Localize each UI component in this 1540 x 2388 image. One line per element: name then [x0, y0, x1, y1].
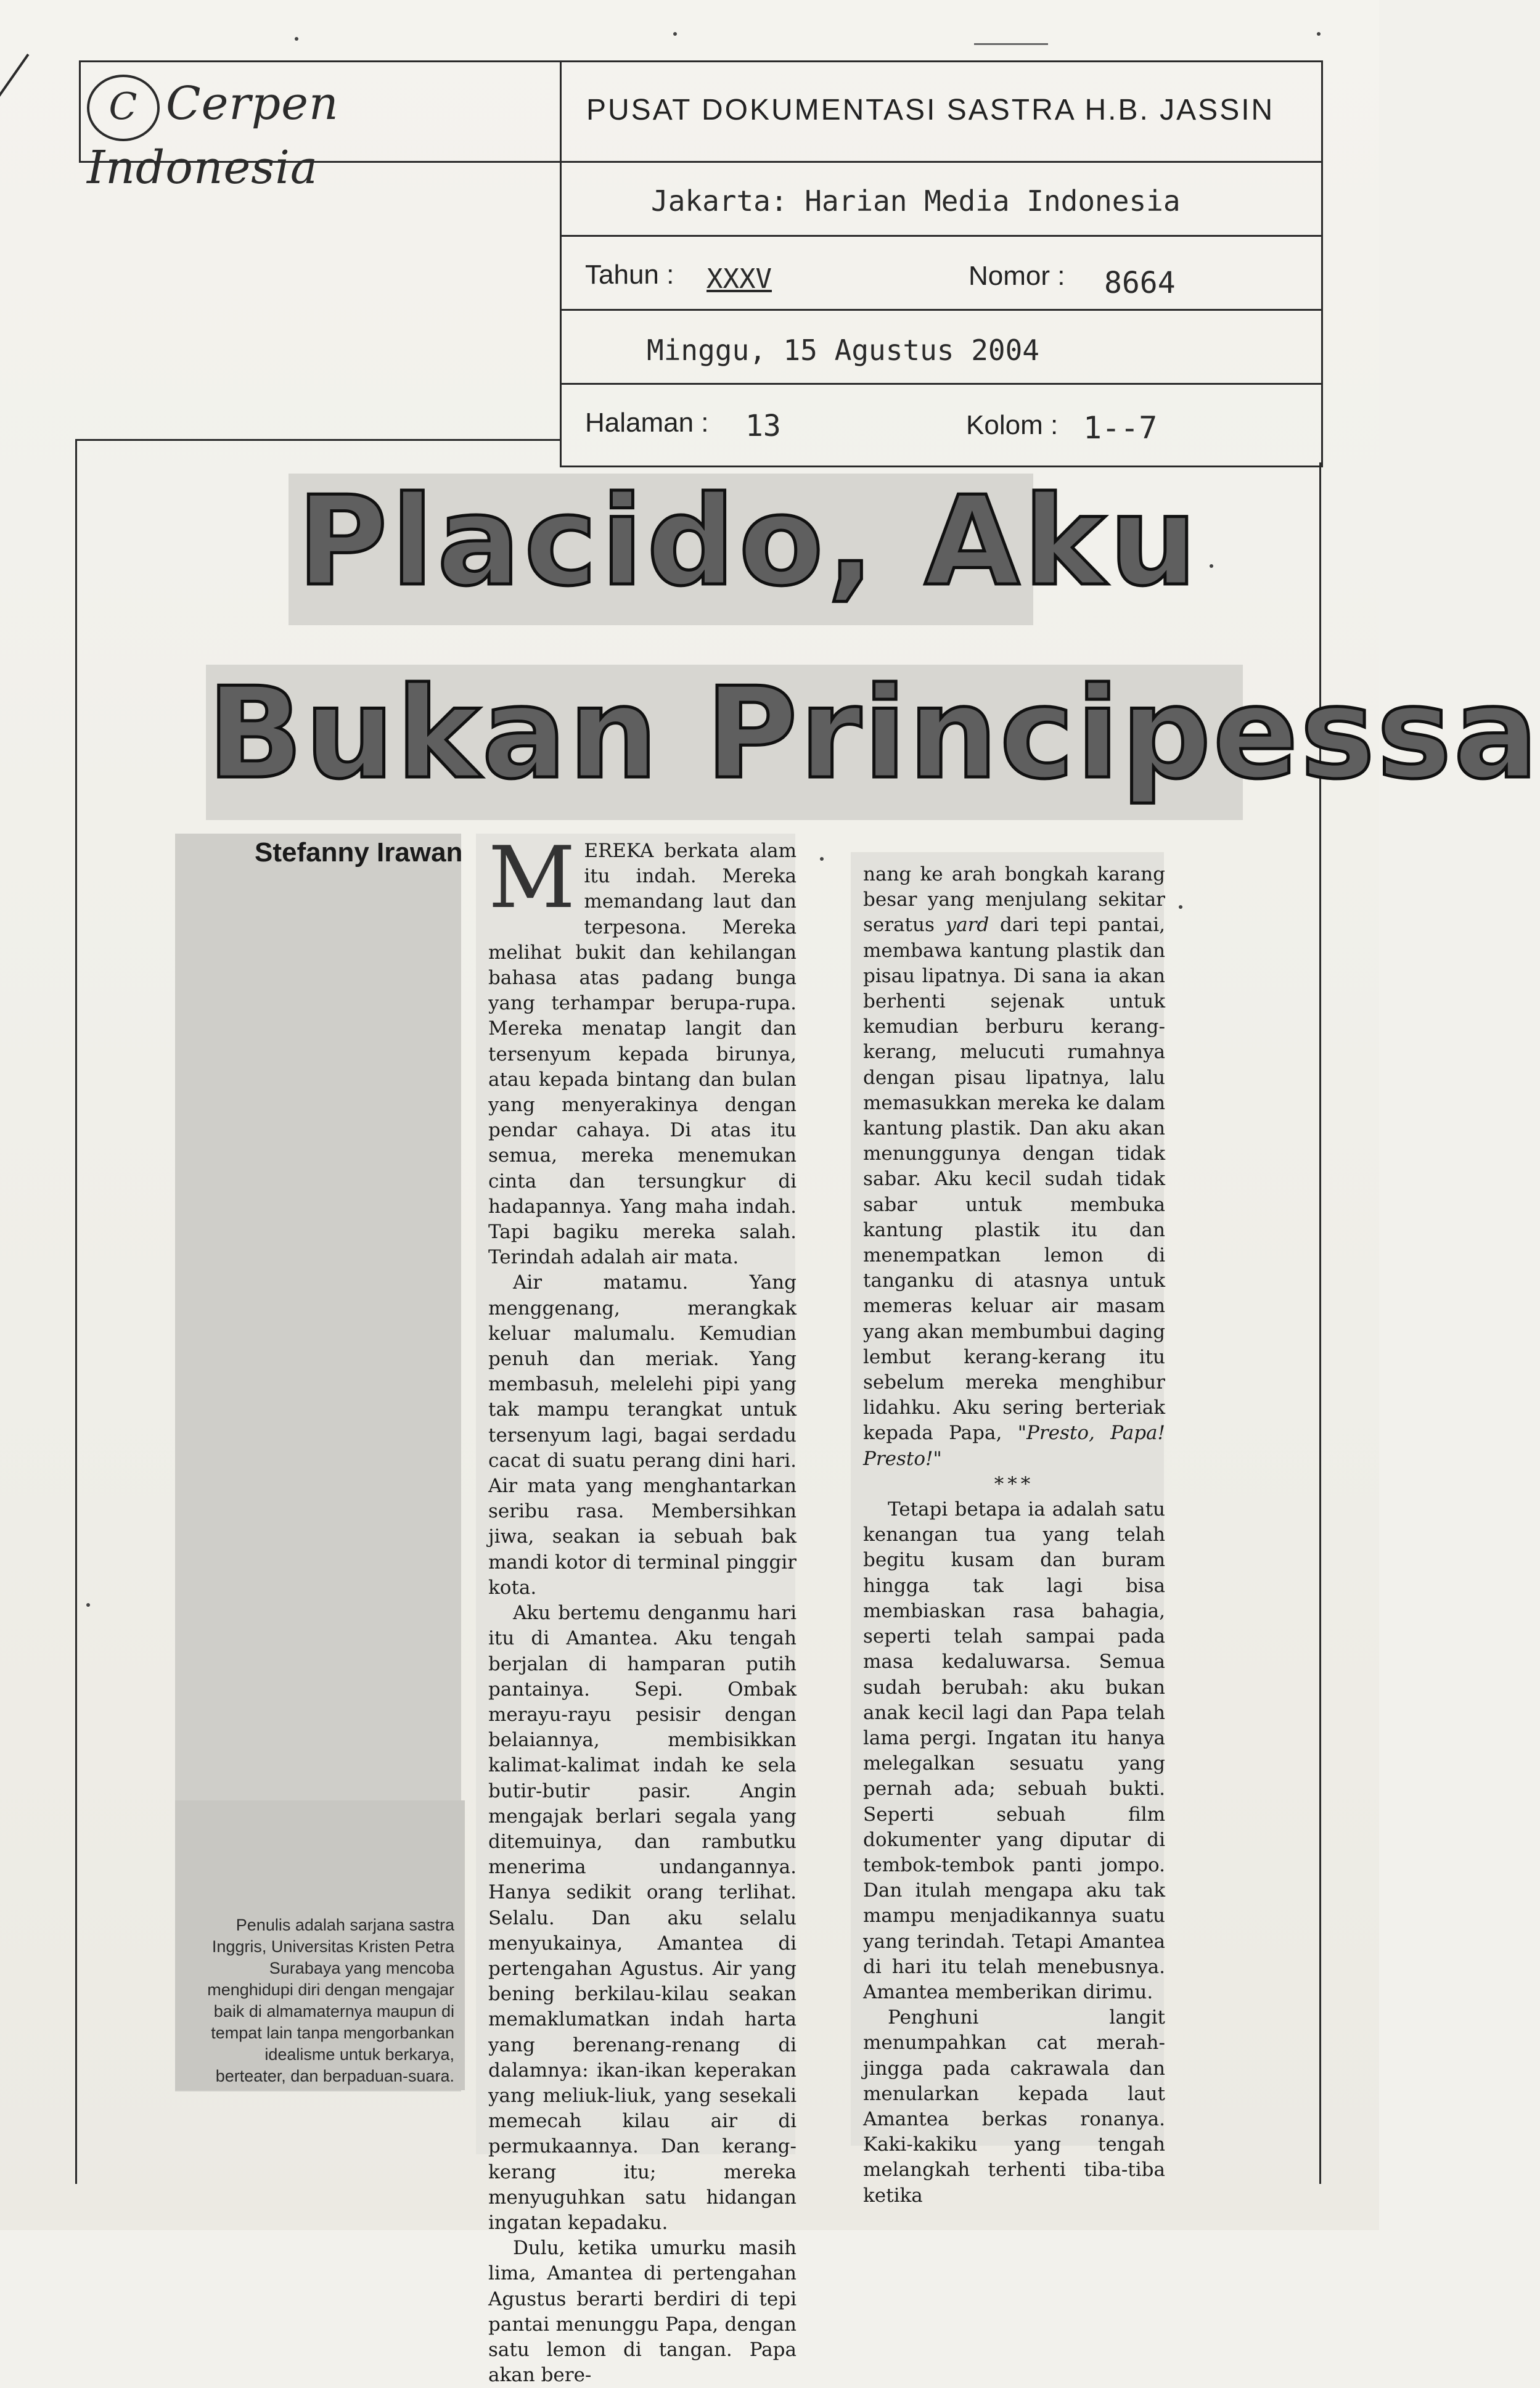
publication: Jakarta: Harian Media Indonesia [651, 184, 1181, 218]
scan-speck [1179, 905, 1182, 909]
form-row-tahun-nomor [562, 235, 1321, 311]
publication-date: Minggu, 15 Agustus 2004 [647, 334, 1039, 367]
author-bio: Penulis adalah sarjana sastra Inggris, Universitas Kristen Petra Surabaya yang mencoba menghidupi diri dengan mengajar baik di almamaternya maupun di tempat lain tanpa mengorbankan idealisme untuk berkarya, berteater, dan berpaduan-suara. [207, 1916, 454, 2085]
frame-left-rule [75, 439, 77, 2184]
scan-speck [86, 1603, 90, 1607]
kolom-label: Kolom : [966, 410, 1059, 440]
scan-speck [1317, 32, 1321, 36]
paragraph: MEREKA berkata alam itu indah. Mereka memandang laut dan terpesona. Mereka melihat bukit dan kehilangan bahasa atas padang bunga yang terhampar berupa-rupa. Mereka menatap langit dan tersenyum kepada birunya, atau kepada bintang dan bulan yang menyerakinya dengan pendar cahaya. Di atas itu semua, mereka menemukan cinta dan tersungkur di hadapannya. Yang maha indah. Tapi bagiku mereka salah. Terindah adalah air mata. [488, 828, 797, 1269]
halaman-value: 13 [745, 409, 781, 443]
paragraph: Penghuni langit menumpahkan cat merah-jingga pada cakrawala dan menularkan kepada laut Amantea berkas ronanya. Kaki-kakiku yang tengah melangkah terhenti tiba-tiba ketika [863, 2006, 1165, 2207]
frame-top-rule [75, 439, 561, 441]
archive-form [560, 60, 1323, 467]
article-column-1 [488, 828, 797, 2387]
article-column-2 [863, 862, 1165, 2207]
form-row-halaman-kolom [562, 383, 1321, 463]
paragraph: Dulu, ketika umurku masih lima, Amantea di pertengahan Agustus berarti berdiri di tepi pantai menunggu Papa, dengan satu lemon di tangan. Papa akan bere- [488, 2237, 797, 2387]
handwritten-label-box [79, 60, 562, 194]
scan-speck [820, 857, 824, 861]
author-name: Stefanny Irawan [255, 837, 463, 868]
article-title-line1: Placido, Aku [297, 470, 1201, 613]
scan-speck [295, 37, 298, 41]
quote: "Presto, Papa! Presto!" [863, 1422, 1165, 1470]
halaman-label: Halaman : [585, 408, 709, 438]
pen-stroke [974, 43, 1048, 45]
kolom-value: 1--7 [1083, 410, 1158, 446]
scan-speck [1210, 564, 1213, 568]
scan-speck [673, 32, 677, 36]
article-title-line2: Bukan Principessa [207, 661, 1540, 807]
handwritten-text: Cerpen Indonesia [87, 77, 339, 194]
paragraph: Air matamu. Yang menggenang, merangkak keluar malumalu. Kemudian penuh dan meriak. Yang membasuh, melelehi pipi yang tak mampu terangkat untuk tersenyum lagi, bagai serdadu cacat di suatu perang dini hari. Air mata yang menghantarkan seribu rasa. Membersihkan jiwa, seakan ia sebuah bak mandi kotor di terminal pinggir kota. [488, 1271, 797, 1599]
nomor-label: Nomor : [969, 261, 1065, 291]
form-row-date [562, 309, 1321, 385]
paragraph: Tetapi betapa ia adalah satu kenangan tua yang telah begitu kusam dan buram hingga tak lagi bisa membiaskan rasa bahagia, seperti telah sampai pada masa kedaluwarsa. Semua sudah berubah: aku bukan anak kecil lagi dan Papa telah lama pergi. Ingatan itu hanya melegalkan sesuatu yang pernah ada; sebuah bukti. Seperti sebuah film dokumenter yang diputar di tembok-tembok panti jompo. Dan itulah mengapa aku tak mampu menjadikannya suatu yang terindah. Tetapi Amantea di hari itu telah menebusnya. Amantea memberikan dirimu. [863, 1498, 1165, 2003]
nomor-value: 8664 [1104, 266, 1176, 300]
archive-name: PUSAT DOKUMENTASI SASTRA H.B. JASSIN [586, 94, 1275, 126]
tahun-value: XXXV [707, 263, 772, 295]
form-row-archive [562, 62, 1321, 163]
paragraph: Aku bertemu denganmu hari itu di Amantea. Aku tengah berjalan di hamparan putih pantainya. Sepi. Ombak merayu-rayu pesisir dengan belaiannya, membisikkan kalimat-kalimat indah ke sela butir-butir pasir. Angin mengajak berlari segala yang ditemuinya, dan rambutku menerima undangannya. Hanya sedikit orang terlihat. Selalu. Dan aku selalu menyukainya, Amantea di pertengahan Agustus. Air yang bening berkilau-kilau seakan memaklumatkan indah harta yang berenang-renang di dalamnya: ikan-ikan keperakan yang meliuk-liuk, yang sesekali memecah kilau air di permukaannya. Dan kerang-kerang itu; mereka menyuguhkan satu hidangan ingatan kepadaku. [488, 1602, 797, 2234]
tahun-label: Tahun : [585, 260, 674, 290]
dropcap: M [488, 828, 576, 927]
paragraph: nang ke arah bongkah karang besar yang menjulang sekitar seratus yard dari tepi pantai, membawa kantung plastik dan pisau lipatnya. Di sana ia akan berhenti sejenak untuk kemudian berburu kerang-kerang, melucuti rumahnya dengan pisau lipatnya, lalu memasukkan mereka ke dalam kantung plastik. Dan aku akan menunggunya dengan tidak sabar. Aku kecil sudah tidak sabar untuk membuka kantung plastik itu dan menempatkan lemon di tanganku di atasnya untuk memeras keluar air masam yang akan membumbui daging lembut kerang-kerang itu sebelum mereka menghibur lidahku. Aku sering berteriak kepada Papa, "Presto, Papa! Presto!" [863, 863, 1165, 1470]
handwritten-circle-mark: C [87, 75, 160, 141]
section-separator: *** [994, 1472, 1034, 1495]
handwritten-note [87, 75, 562, 194]
form-row-publication [562, 161, 1321, 237]
pen-stroke [0, 54, 29, 101]
